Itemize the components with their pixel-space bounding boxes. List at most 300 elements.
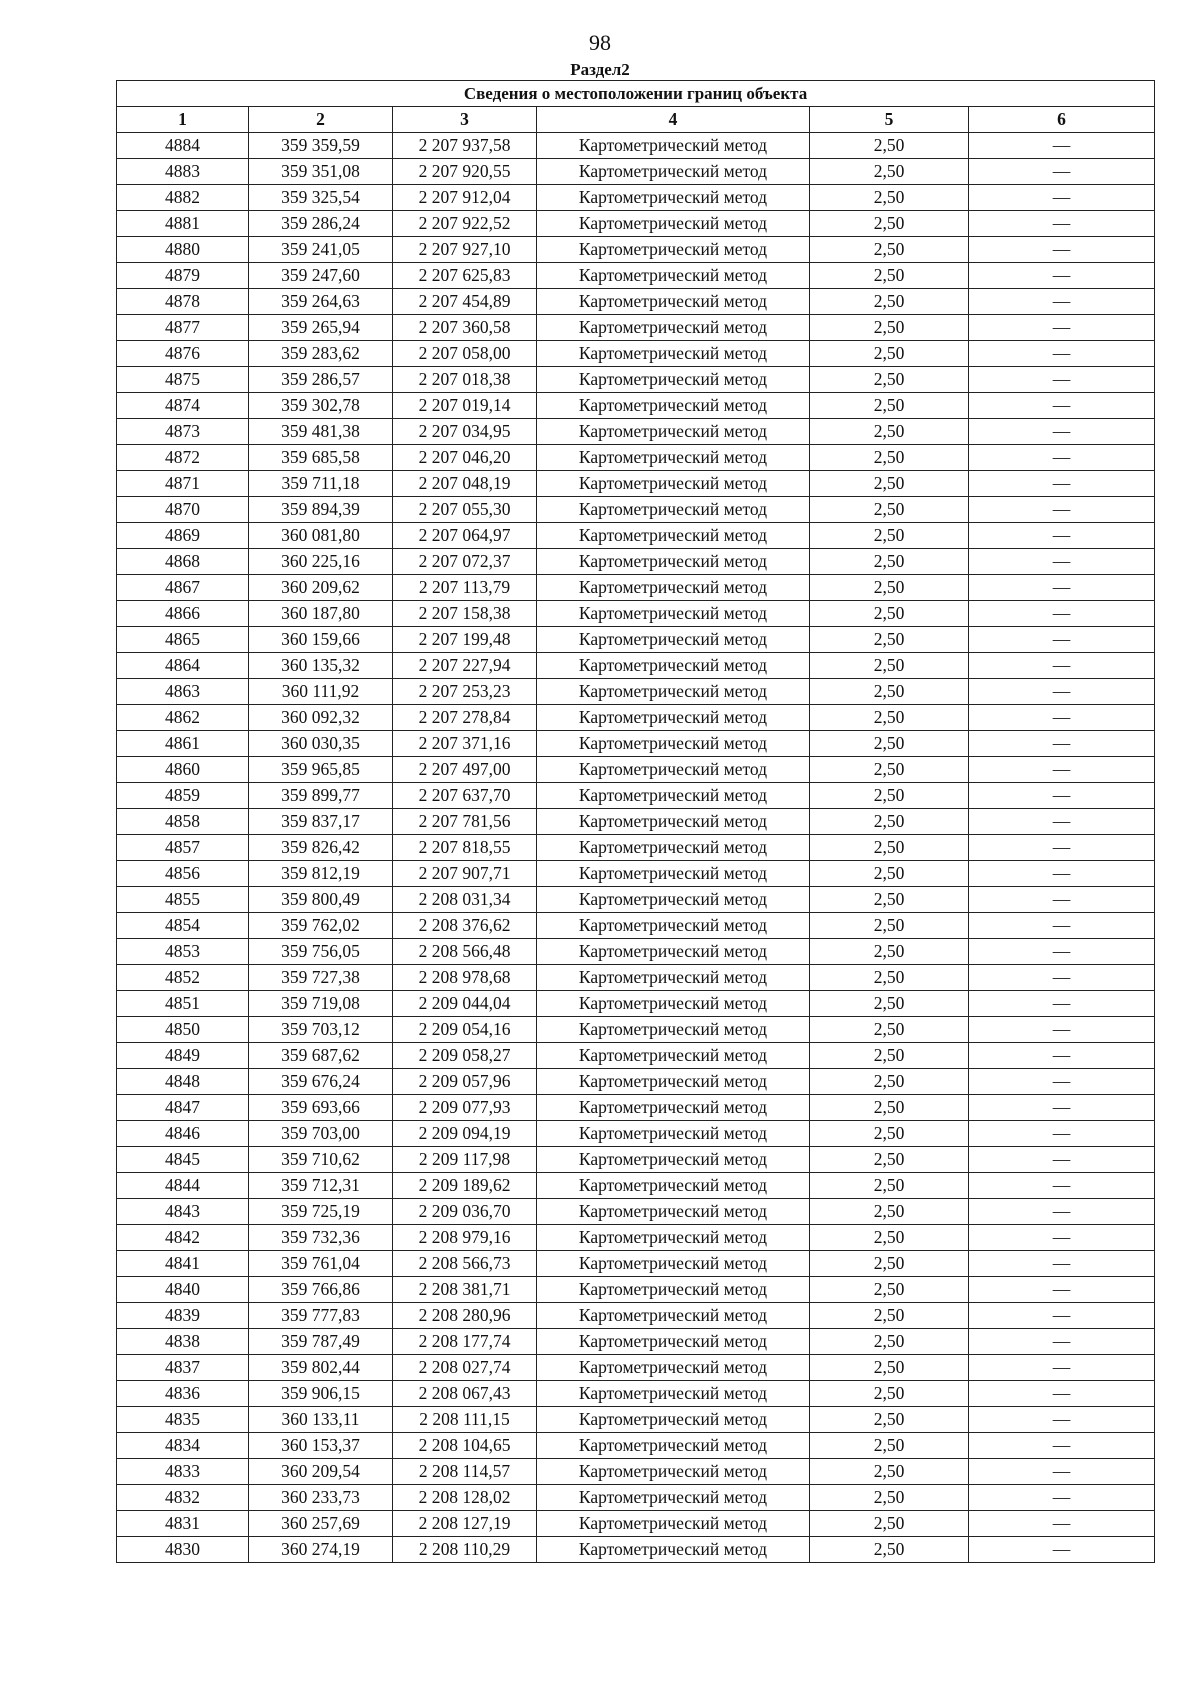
- description-cell: —: [969, 263, 1155, 289]
- point-number-cell: 4843: [117, 1199, 249, 1225]
- table-row: [117, 185, 1155, 211]
- description-cell: —: [969, 1485, 1155, 1511]
- description-cell: —: [969, 965, 1155, 991]
- section-title: Раздел2: [570, 60, 630, 79]
- y-coordinate-cell: 2 207 199,48: [393, 627, 537, 653]
- table-row: [117, 757, 1155, 783]
- accuracy-cell: 2,50: [810, 1459, 969, 1485]
- accuracy-cell: 2,50: [810, 1303, 969, 1329]
- method-cell: Картометрический метод: [537, 263, 810, 289]
- accuracy-cell: 2,50: [810, 497, 969, 523]
- table-row: [117, 1329, 1155, 1355]
- description-cell: —: [969, 731, 1155, 757]
- x-coordinate-cell: 360 274,19: [249, 1537, 393, 1563]
- x-coordinate-cell: 359 712,31: [249, 1173, 393, 1199]
- description-cell: —: [969, 783, 1155, 809]
- table-row: [117, 1043, 1155, 1069]
- point-number-cell: 4884: [117, 133, 249, 159]
- table-row: [117, 237, 1155, 263]
- table-row: [117, 913, 1155, 939]
- description-cell: —: [969, 1069, 1155, 1095]
- table-row: [117, 939, 1155, 965]
- accuracy-cell: 2,50: [810, 523, 969, 549]
- table-row: [117, 991, 1155, 1017]
- table-row: [117, 1537, 1155, 1563]
- point-number-cell: 4858: [117, 809, 249, 835]
- method-cell: Картометрический метод: [537, 211, 810, 237]
- y-coordinate-cell: 2 209 057,96: [393, 1069, 537, 1095]
- y-coordinate-cell: 2 208 566,73: [393, 1251, 537, 1277]
- description-cell: —: [969, 445, 1155, 471]
- accuracy-cell: 2,50: [810, 159, 969, 185]
- method-cell: Картометрический метод: [537, 159, 810, 185]
- method-cell: Картометрический метод: [537, 939, 810, 965]
- point-number-cell: 4832: [117, 1485, 249, 1511]
- table-row: [117, 861, 1155, 887]
- table-body: [117, 133, 1155, 1563]
- x-coordinate-cell: 359 703,12: [249, 1017, 393, 1043]
- point-number-cell: 4847: [117, 1095, 249, 1121]
- description-cell: —: [969, 315, 1155, 341]
- point-number-cell: 4859: [117, 783, 249, 809]
- y-coordinate-cell: 2 209 044,04: [393, 991, 537, 1017]
- x-coordinate-cell: 359 894,39: [249, 497, 393, 523]
- accuracy-cell: 2,50: [810, 809, 969, 835]
- method-cell: Картометрический метод: [537, 1199, 810, 1225]
- method-cell: Картометрический метод: [537, 965, 810, 991]
- point-number-cell: 4852: [117, 965, 249, 991]
- point-number-cell: 4837: [117, 1355, 249, 1381]
- method-cell: Картометрический метод: [537, 1459, 810, 1485]
- point-number-cell: 4849: [117, 1043, 249, 1069]
- y-coordinate-cell: 2 207 072,37: [393, 549, 537, 575]
- point-number-cell: 4850: [117, 1017, 249, 1043]
- boundary-coordinates-table: [116, 80, 1155, 1563]
- point-number-cell: 4877: [117, 315, 249, 341]
- point-number-cell: 4867: [117, 575, 249, 601]
- table-row: [117, 1199, 1155, 1225]
- accuracy-cell: 2,50: [810, 419, 969, 445]
- point-number-cell: 4866: [117, 601, 249, 627]
- table-row: [117, 809, 1155, 835]
- table-row: [117, 1173, 1155, 1199]
- accuracy-cell: 2,50: [810, 1355, 969, 1381]
- table-row: [117, 1407, 1155, 1433]
- table-row: [117, 1485, 1155, 1511]
- accuracy-cell: 2,50: [810, 887, 969, 913]
- x-coordinate-cell: 359 711,18: [249, 471, 393, 497]
- accuracy-cell: 2,50: [810, 263, 969, 289]
- table-row: [117, 1095, 1155, 1121]
- x-coordinate-cell: 359 359,59: [249, 133, 393, 159]
- table-row: [117, 835, 1155, 861]
- x-coordinate-cell: 359 351,08: [249, 159, 393, 185]
- accuracy-cell: 2,50: [810, 705, 969, 731]
- x-coordinate-cell: 360 209,54: [249, 1459, 393, 1485]
- description-cell: —: [969, 393, 1155, 419]
- column-header-6: 6: [969, 107, 1155, 133]
- accuracy-cell: 2,50: [810, 445, 969, 471]
- x-coordinate-cell: 360 111,92: [249, 679, 393, 705]
- method-cell: Картометрический метод: [537, 575, 810, 601]
- method-cell: Картометрический метод: [537, 731, 810, 757]
- x-coordinate-cell: 360 209,62: [249, 575, 393, 601]
- description-cell: —: [969, 1459, 1155, 1485]
- y-coordinate-cell: 2 208 979,16: [393, 1225, 537, 1251]
- method-cell: Картометрический метод: [537, 1277, 810, 1303]
- accuracy-cell: 2,50: [810, 913, 969, 939]
- description-cell: —: [969, 1199, 1155, 1225]
- table-row: [117, 1225, 1155, 1251]
- point-number-cell: 4870: [117, 497, 249, 523]
- point-number-cell: 4864: [117, 653, 249, 679]
- method-cell: Картометрический метод: [537, 627, 810, 653]
- accuracy-cell: 2,50: [810, 1277, 969, 1303]
- accuracy-cell: 2,50: [810, 315, 969, 341]
- description-cell: —: [969, 1225, 1155, 1251]
- x-coordinate-cell: 359 812,19: [249, 861, 393, 887]
- x-coordinate-cell: 360 159,66: [249, 627, 393, 653]
- description-cell: —: [969, 913, 1155, 939]
- table-title: Сведения о местоположении границ объекта: [117, 81, 1155, 107]
- accuracy-cell: 2,50: [810, 549, 969, 575]
- y-coordinate-cell: 2 208 177,74: [393, 1329, 537, 1355]
- x-coordinate-cell: 359 676,24: [249, 1069, 393, 1095]
- y-coordinate-cell: 2 207 625,83: [393, 263, 537, 289]
- page-number: 98: [589, 30, 611, 55]
- accuracy-cell: 2,50: [810, 965, 969, 991]
- y-coordinate-cell: 2 208 104,65: [393, 1433, 537, 1459]
- x-coordinate-cell: 359 787,49: [249, 1329, 393, 1355]
- table-row: [117, 1303, 1155, 1329]
- y-coordinate-cell: 2 208 127,19: [393, 1511, 537, 1537]
- accuracy-cell: 2,50: [810, 211, 969, 237]
- description-cell: —: [969, 1407, 1155, 1433]
- method-cell: Картометрический метод: [537, 653, 810, 679]
- table-row: [117, 419, 1155, 445]
- table-row: [117, 1017, 1155, 1043]
- point-number-cell: 4831: [117, 1511, 249, 1537]
- x-coordinate-cell: 359 302,78: [249, 393, 393, 419]
- table-row: [117, 523, 1155, 549]
- y-coordinate-cell: 2 208 027,74: [393, 1355, 537, 1381]
- table-row: [117, 1251, 1155, 1277]
- description-cell: —: [969, 861, 1155, 887]
- method-cell: Картометрический метод: [537, 1537, 810, 1563]
- table-row: [117, 731, 1155, 757]
- description-cell: —: [969, 601, 1155, 627]
- y-coordinate-cell: 2 207 048,19: [393, 471, 537, 497]
- accuracy-cell: 2,50: [810, 471, 969, 497]
- method-cell: Картометрический метод: [537, 315, 810, 341]
- table-row: [117, 887, 1155, 913]
- method-cell: Картометрический метод: [537, 835, 810, 861]
- method-cell: Картометрический метод: [537, 1069, 810, 1095]
- accuracy-cell: 2,50: [810, 133, 969, 159]
- table-row: [117, 445, 1155, 471]
- accuracy-cell: 2,50: [810, 679, 969, 705]
- y-coordinate-cell: 2 207 818,55: [393, 835, 537, 861]
- accuracy-cell: 2,50: [810, 393, 969, 419]
- point-number-cell: 4856: [117, 861, 249, 887]
- x-coordinate-cell: 359 481,38: [249, 419, 393, 445]
- description-cell: —: [969, 471, 1155, 497]
- y-coordinate-cell: 2 207 158,38: [393, 601, 537, 627]
- x-coordinate-cell: 359 761,04: [249, 1251, 393, 1277]
- description-cell: —: [969, 185, 1155, 211]
- x-coordinate-cell: 359 710,62: [249, 1147, 393, 1173]
- table-row: [117, 1121, 1155, 1147]
- description-cell: —: [969, 367, 1155, 393]
- y-coordinate-cell: 2 207 253,23: [393, 679, 537, 705]
- y-coordinate-cell: 2 208 114,57: [393, 1459, 537, 1485]
- method-cell: Картометрический метод: [537, 133, 810, 159]
- x-coordinate-cell: 360 233,73: [249, 1485, 393, 1511]
- table-row: [117, 315, 1155, 341]
- x-coordinate-cell: 359 703,00: [249, 1121, 393, 1147]
- point-number-cell: 4882: [117, 185, 249, 211]
- x-coordinate-cell: 359 965,85: [249, 757, 393, 783]
- x-coordinate-cell: 360 257,69: [249, 1511, 393, 1537]
- table-row: [117, 679, 1155, 705]
- accuracy-cell: 2,50: [810, 783, 969, 809]
- point-number-cell: 4881: [117, 211, 249, 237]
- y-coordinate-cell: 2 209 077,93: [393, 1095, 537, 1121]
- accuracy-cell: 2,50: [810, 1017, 969, 1043]
- y-coordinate-cell: 2 209 094,19: [393, 1121, 537, 1147]
- method-cell: Картометрический метод: [537, 445, 810, 471]
- accuracy-cell: 2,50: [810, 731, 969, 757]
- method-cell: Картометрический метод: [537, 341, 810, 367]
- description-cell: —: [969, 211, 1155, 237]
- x-coordinate-cell: 359 241,05: [249, 237, 393, 263]
- method-cell: Картометрический метод: [537, 1251, 810, 1277]
- y-coordinate-cell: 2 207 497,00: [393, 757, 537, 783]
- description-cell: —: [969, 523, 1155, 549]
- point-number-cell: 4860: [117, 757, 249, 783]
- y-coordinate-cell: 2 207 058,00: [393, 341, 537, 367]
- y-coordinate-cell: 2 207 927,10: [393, 237, 537, 263]
- x-coordinate-cell: 359 325,54: [249, 185, 393, 211]
- y-coordinate-cell: 2 208 110,29: [393, 1537, 537, 1563]
- table-row: [117, 159, 1155, 185]
- y-coordinate-cell: 2 207 637,70: [393, 783, 537, 809]
- point-number-cell: 4868: [117, 549, 249, 575]
- x-coordinate-cell: 359 265,94: [249, 315, 393, 341]
- accuracy-cell: 2,50: [810, 1043, 969, 1069]
- description-cell: —: [969, 887, 1155, 913]
- x-coordinate-cell: 359 826,42: [249, 835, 393, 861]
- point-number-cell: 4840: [117, 1277, 249, 1303]
- y-coordinate-cell: 2 209 189,62: [393, 1173, 537, 1199]
- x-coordinate-cell: 359 837,17: [249, 809, 393, 835]
- method-cell: Картометрический метод: [537, 1407, 810, 1433]
- method-cell: Картометрический метод: [537, 1147, 810, 1173]
- description-cell: —: [969, 549, 1155, 575]
- accuracy-cell: 2,50: [810, 1095, 969, 1121]
- y-coordinate-cell: 2 209 036,70: [393, 1199, 537, 1225]
- point-number-cell: 4844: [117, 1173, 249, 1199]
- y-coordinate-cell: 2 207 922,52: [393, 211, 537, 237]
- x-coordinate-cell: 360 092,32: [249, 705, 393, 731]
- x-coordinate-cell: 359 687,62: [249, 1043, 393, 1069]
- point-number-cell: 4841: [117, 1251, 249, 1277]
- point-number-cell: 4845: [117, 1147, 249, 1173]
- y-coordinate-cell: 2 207 064,97: [393, 523, 537, 549]
- accuracy-cell: 2,50: [810, 1147, 969, 1173]
- accuracy-cell: 2,50: [810, 1329, 969, 1355]
- method-cell: Картометрический метод: [537, 549, 810, 575]
- x-coordinate-cell: 359 693,66: [249, 1095, 393, 1121]
- description-cell: —: [969, 1329, 1155, 1355]
- description-cell: —: [969, 1355, 1155, 1381]
- accuracy-cell: 2,50: [810, 1251, 969, 1277]
- x-coordinate-cell: 359 286,57: [249, 367, 393, 393]
- x-coordinate-cell: 359 899,77: [249, 783, 393, 809]
- x-coordinate-cell: 359 283,62: [249, 341, 393, 367]
- y-coordinate-cell: 2 207 371,16: [393, 731, 537, 757]
- description-cell: —: [969, 809, 1155, 835]
- table-row: [117, 1459, 1155, 1485]
- column-header-1: 1: [117, 107, 249, 133]
- point-number-cell: 4838: [117, 1329, 249, 1355]
- accuracy-cell: 2,50: [810, 237, 969, 263]
- x-coordinate-cell: 359 800,49: [249, 887, 393, 913]
- method-cell: Картометрический метод: [537, 1355, 810, 1381]
- table-row: [117, 393, 1155, 419]
- x-coordinate-cell: 359 264,63: [249, 289, 393, 315]
- accuracy-cell: 2,50: [810, 1173, 969, 1199]
- y-coordinate-cell: 2 207 781,56: [393, 809, 537, 835]
- accuracy-cell: 2,50: [810, 289, 969, 315]
- x-coordinate-cell: 359 685,58: [249, 445, 393, 471]
- y-coordinate-cell: 2 209 058,27: [393, 1043, 537, 1069]
- description-cell: —: [969, 289, 1155, 315]
- point-number-cell: 4842: [117, 1225, 249, 1251]
- x-coordinate-cell: 359 732,36: [249, 1225, 393, 1251]
- description-cell: —: [969, 653, 1155, 679]
- x-coordinate-cell: 359 725,19: [249, 1199, 393, 1225]
- point-number-cell: 4869: [117, 523, 249, 549]
- description-cell: —: [969, 939, 1155, 965]
- column-header-4: 4: [537, 107, 810, 133]
- accuracy-cell: 2,50: [810, 341, 969, 367]
- method-cell: Картометрический метод: [537, 185, 810, 211]
- accuracy-cell: 2,50: [810, 575, 969, 601]
- description-cell: —: [969, 1043, 1155, 1069]
- accuracy-cell: 2,50: [810, 1485, 969, 1511]
- y-coordinate-cell: 2 208 280,96: [393, 1303, 537, 1329]
- method-cell: Картометрический метод: [537, 237, 810, 263]
- method-cell: Картометрический метод: [537, 1329, 810, 1355]
- point-number-cell: 4879: [117, 263, 249, 289]
- y-coordinate-cell: 2 208 566,48: [393, 939, 537, 965]
- table-row: [117, 341, 1155, 367]
- table-row: [117, 1511, 1155, 1537]
- accuracy-cell: 2,50: [810, 835, 969, 861]
- description-cell: —: [969, 627, 1155, 653]
- description-cell: —: [969, 705, 1155, 731]
- y-coordinate-cell: 2 207 018,38: [393, 367, 537, 393]
- method-cell: Картометрический метод: [537, 471, 810, 497]
- method-cell: Картометрический метод: [537, 1017, 810, 1043]
- table-row: [117, 133, 1155, 159]
- y-coordinate-cell: 2 207 019,14: [393, 393, 537, 419]
- point-number-cell: 4865: [117, 627, 249, 653]
- table-row: [117, 575, 1155, 601]
- point-number-cell: 4833: [117, 1459, 249, 1485]
- description-cell: —: [969, 1095, 1155, 1121]
- method-cell: Картометрический метод: [537, 757, 810, 783]
- method-cell: Картометрический метод: [537, 1225, 810, 1251]
- x-coordinate-cell: 360 225,16: [249, 549, 393, 575]
- y-coordinate-cell: 2 208 031,34: [393, 887, 537, 913]
- column-header-3: 3: [393, 107, 537, 133]
- accuracy-cell: 2,50: [810, 1381, 969, 1407]
- method-cell: Картометрический метод: [537, 1121, 810, 1147]
- table-row: [117, 1381, 1155, 1407]
- accuracy-cell: 2,50: [810, 1069, 969, 1095]
- method-cell: Картометрический метод: [537, 1303, 810, 1329]
- description-cell: —: [969, 341, 1155, 367]
- point-number-cell: 4846: [117, 1121, 249, 1147]
- table-row: [117, 1355, 1155, 1381]
- x-coordinate-cell: 360 081,80: [249, 523, 393, 549]
- method-cell: Картометрический метод: [537, 1095, 810, 1121]
- y-coordinate-cell: 2 207 912,04: [393, 185, 537, 211]
- point-number-cell: 4855: [117, 887, 249, 913]
- x-coordinate-cell: 360 135,32: [249, 653, 393, 679]
- point-number-cell: 4878: [117, 289, 249, 315]
- method-cell: Картометрический метод: [537, 809, 810, 835]
- x-coordinate-cell: 360 030,35: [249, 731, 393, 757]
- accuracy-cell: 2,50: [810, 1225, 969, 1251]
- description-cell: —: [969, 159, 1155, 185]
- column-header-2: 2: [249, 107, 393, 133]
- point-number-cell: 4835: [117, 1407, 249, 1433]
- table-row: [117, 471, 1155, 497]
- table-row: [117, 653, 1155, 679]
- table-head: [117, 81, 1155, 133]
- x-coordinate-cell: 359 727,38: [249, 965, 393, 991]
- point-number-cell: 4873: [117, 419, 249, 445]
- table-row: [117, 289, 1155, 315]
- point-number-cell: 4874: [117, 393, 249, 419]
- x-coordinate-cell: 360 187,80: [249, 601, 393, 627]
- method-cell: Картометрический метод: [537, 1043, 810, 1069]
- column-header-5: 5: [810, 107, 969, 133]
- point-number-cell: 4851: [117, 991, 249, 1017]
- y-coordinate-cell: 2 207 034,95: [393, 419, 537, 445]
- y-coordinate-cell: 2 207 046,20: [393, 445, 537, 471]
- accuracy-cell: 2,50: [810, 1433, 969, 1459]
- y-coordinate-cell: 2 207 360,58: [393, 315, 537, 341]
- x-coordinate-cell: 360 153,37: [249, 1433, 393, 1459]
- method-cell: Картометрический метод: [537, 601, 810, 627]
- point-number-cell: 4880: [117, 237, 249, 263]
- method-cell: Картометрический метод: [537, 367, 810, 393]
- point-number-cell: 4854: [117, 913, 249, 939]
- description-cell: —: [969, 575, 1155, 601]
- y-coordinate-cell: 2 207 113,79: [393, 575, 537, 601]
- point-number-cell: 4861: [117, 731, 249, 757]
- accuracy-cell: 2,50: [810, 1199, 969, 1225]
- point-number-cell: 4863: [117, 679, 249, 705]
- description-cell: —: [969, 1381, 1155, 1407]
- table-row: [117, 211, 1155, 237]
- point-number-cell: 4876: [117, 341, 249, 367]
- method-cell: Картометрический метод: [537, 887, 810, 913]
